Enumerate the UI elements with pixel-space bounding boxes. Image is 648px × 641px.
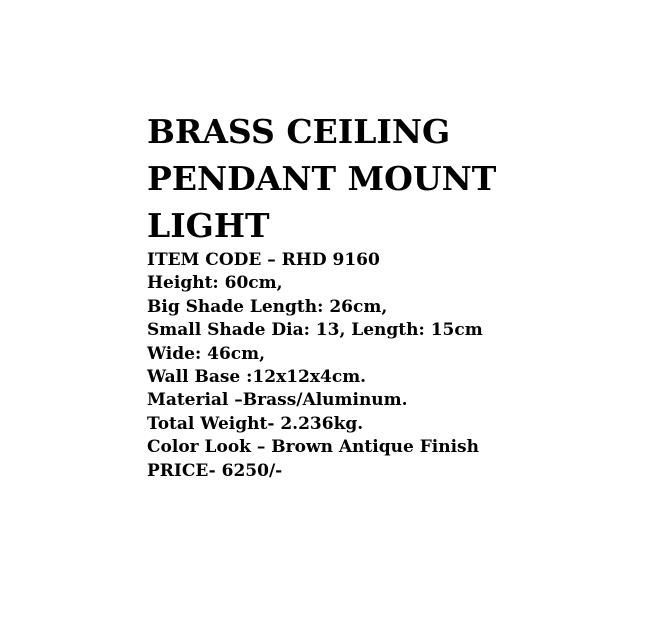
spec-wall-base: Wall Base :12x12x4cm. [147, 367, 367, 388]
product-card [147, 108, 627, 483]
spec-small-shade: Small Shade Dia: 13, Length: 15cm [147, 320, 483, 341]
product-title [147, 108, 627, 249]
spec-height: Height: 60cm, [147, 273, 283, 294]
product-title-line-2: PENDANT MOUNT [147, 159, 497, 198]
spec-wide: Wide: 46cm, [147, 343, 266, 364]
spec-material: Material –Brass/Aluminum. [147, 390, 408, 411]
product-title-line-3: LIGHT [147, 206, 270, 245]
spec-big-shade-length: Big Shade Length: 26cm, [147, 296, 388, 317]
spec-total-weight: Total Weight- 2.236kg. [147, 413, 364, 434]
spec-list [147, 249, 627, 483]
spec-price: PRICE- 6250/- [147, 460, 283, 481]
spec-item-code: ITEM CODE – RHD 9160 [147, 250, 380, 270]
spec-color-look: Color Look – Brown Antique Finish [147, 437, 479, 458]
product-title-line-1: BRASS CEILING [147, 112, 451, 151]
